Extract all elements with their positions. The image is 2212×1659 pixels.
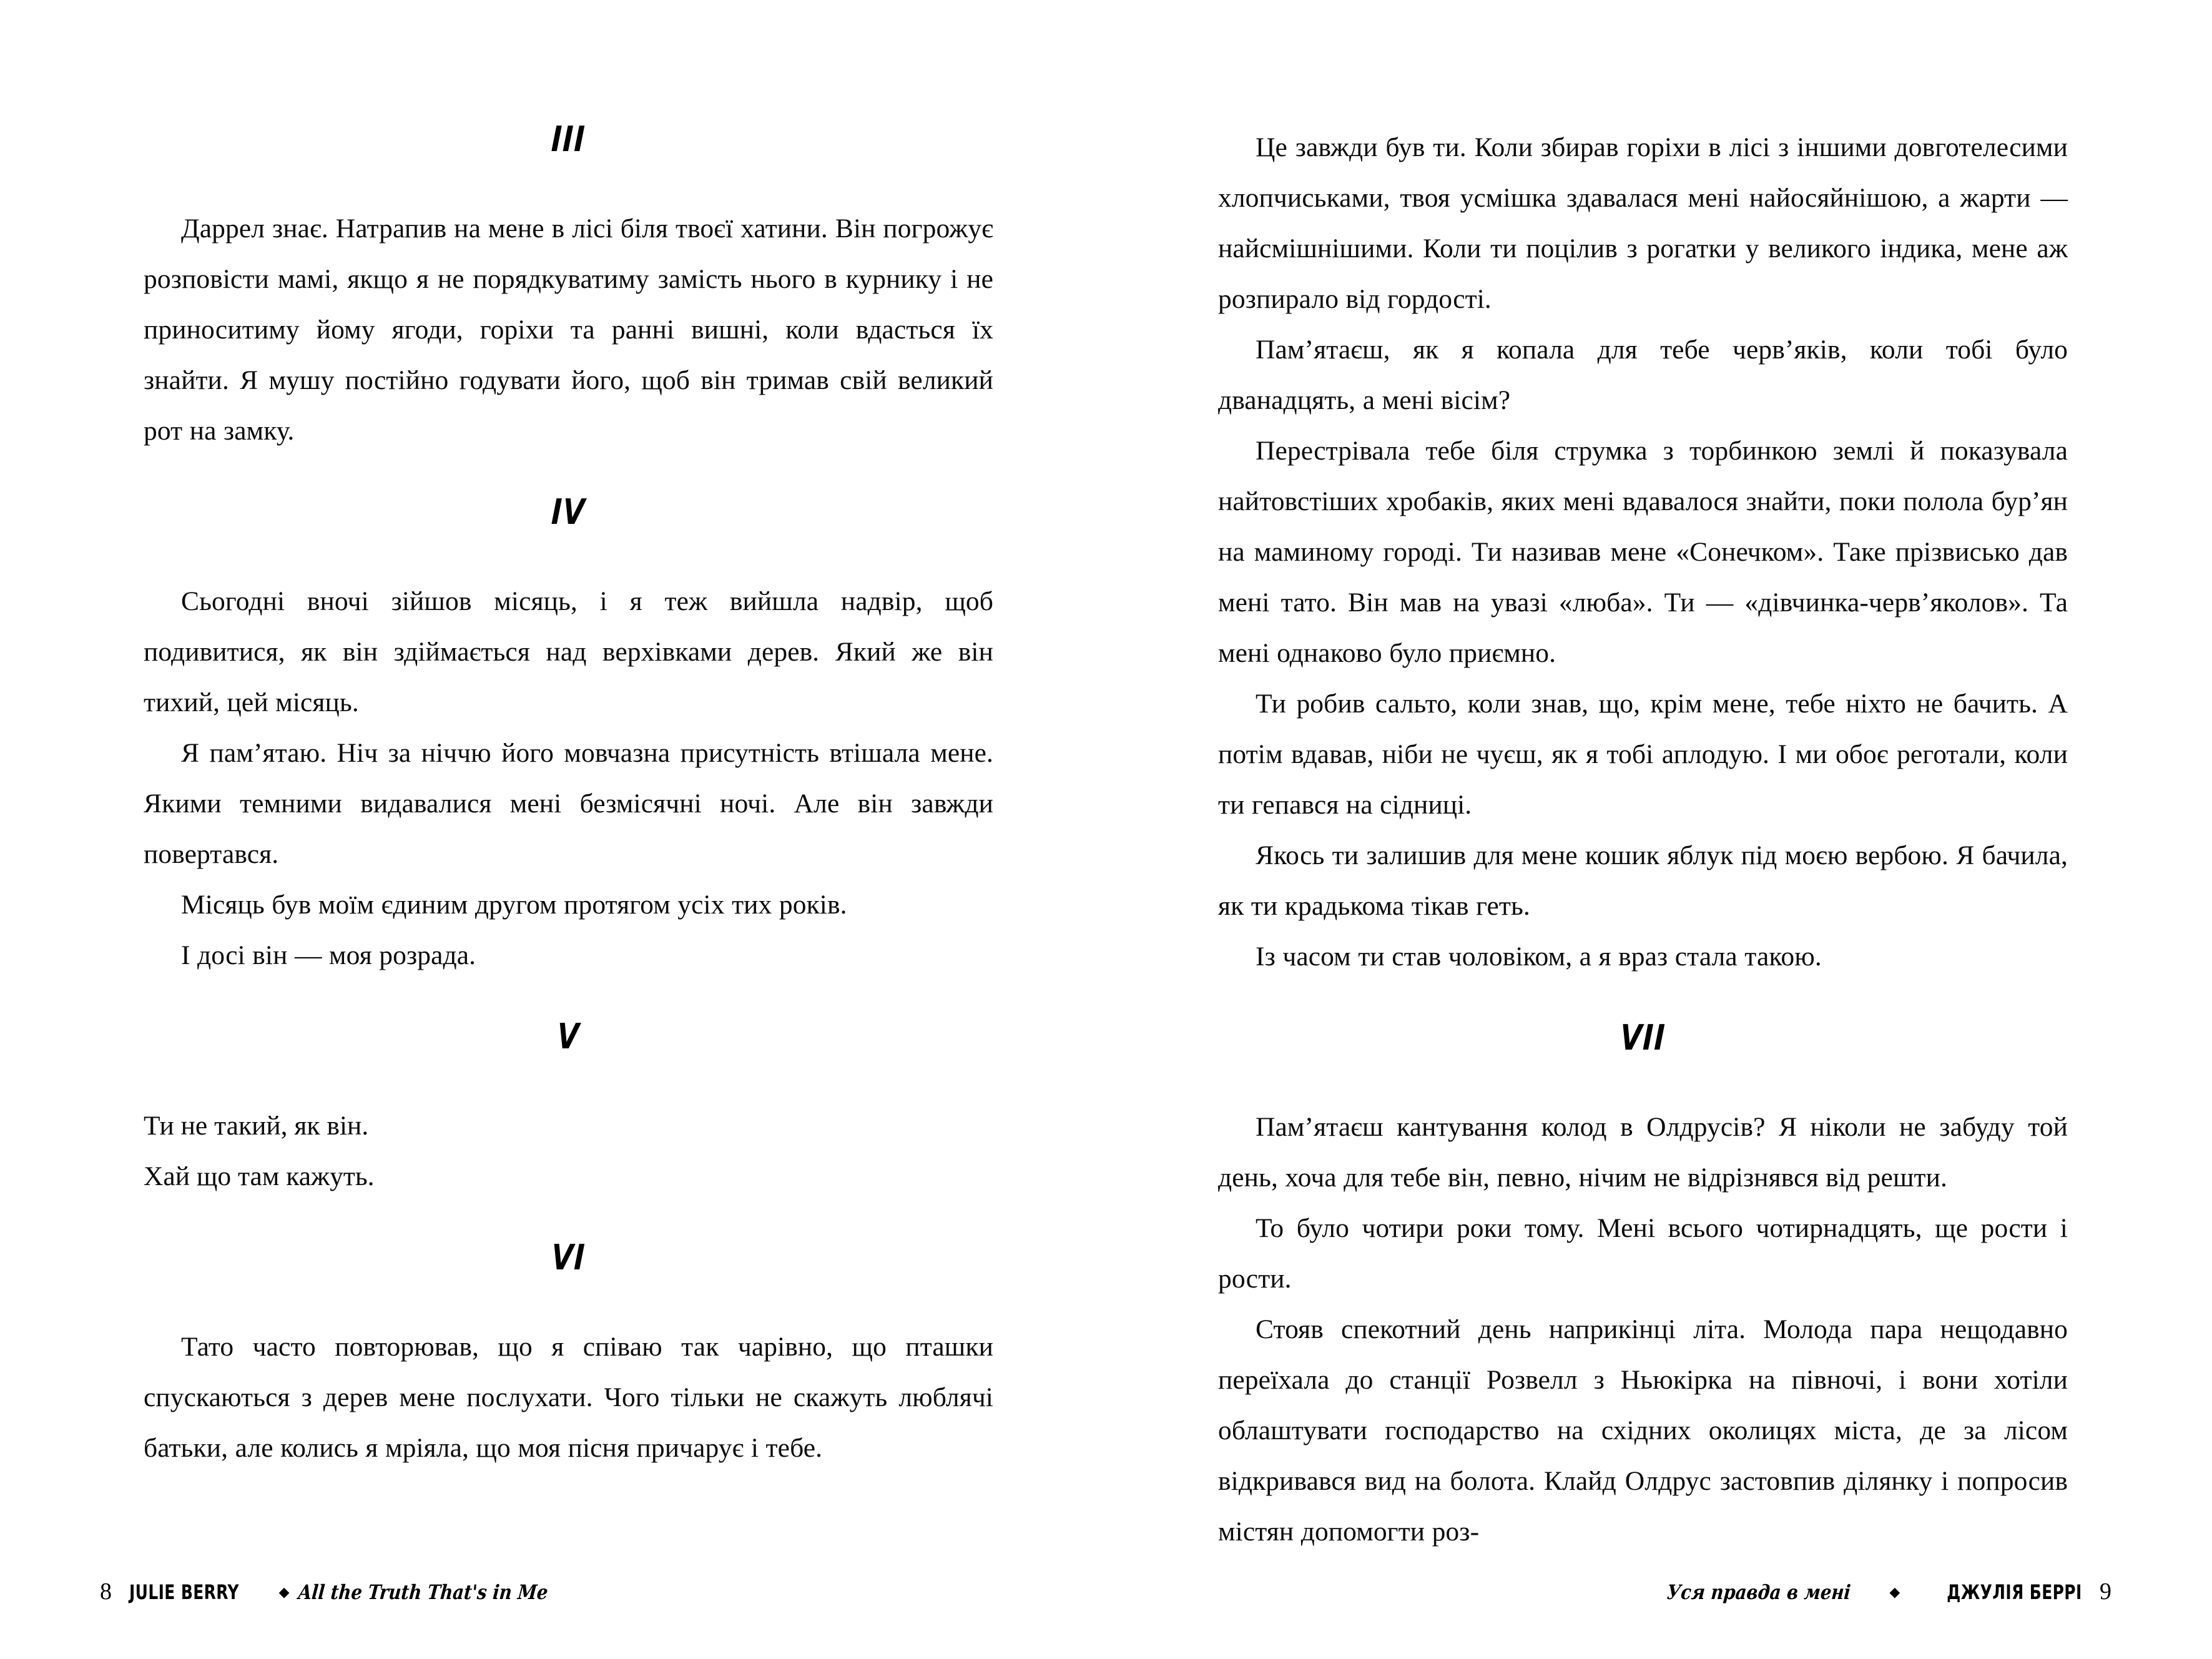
paragraph: Стояв спекотний день наприкінці літа. Молода пара нещодавно переїхала до станції Розвелл з Ньюкірка на півночі, і вони хотіли облаштувати господарство на східних околицях міста, де за лісом відкривався вид на болота. Клайд Олдрус застовпив ділянку і попросив містян допомогти роз- [1218, 1314, 2068, 1547]
verse-line: Хай що там кажуть. [144, 1161, 375, 1191]
left-text-column [144, 0, 993, 1463]
right-text-column [1218, 0, 2068, 1547]
paragraph: Пам’ятаєш кантування колод в Олдрусів? Я ніколи не забуду той день, хоча для тебе він, певно, нічим не відрізнявся від решти. [1218, 1112, 2068, 1193]
right-page-footer [1106, 1578, 2211, 1605]
running-head-title-cyrillic: Уся правда в мені [1666, 1580, 1852, 1604]
paragraph: Місяць був моїм єдиним другом протягом усіх тих років. [181, 890, 847, 920]
section-mark-vii: VII [1619, 1018, 1667, 1058]
paragraph: Якось ти залишив для мене кошик яблук під моєю вербою. Я бачила, як ти крадькома тікав геть. [1218, 840, 2068, 921]
right-page [1106, 0, 2211, 1659]
paragraph: Тато часто повторював, що я співаю так чарівно, що пташки спускаються з дерев мене послухати. Чого тільки не скажуть люблячі батьки, але колись я мріяла, що моя пісня причарує і тебе. [144, 1332, 993, 1463]
folio-number: 9 [2100, 1578, 2111, 1605]
running-head-author-cyrillic: ДЖУЛІЯ БЕРРІ [1947, 1580, 2082, 1604]
running-head-author: JULIE BERRY [129, 1580, 239, 1604]
paragraph: Я пам’ятаю. Ніч за ніччю його мовчазна присутність втішала мене. Якими темними видавалися мені безмісячні ночі. Але він завжди повертався. [144, 738, 993, 869]
paragraph: Це завжди був ти. Коли збирав горіхи в лісі з іншими довготелесими хлопчиськами, твоя усмішка здавалася мені найосяйнішою, а жарти — найсмішнішими. Коли ти поцілив з рогатки у великого індика, мене аж розпирало від гордості. [1218, 132, 2068, 314]
section-mark-iv: IV [550, 492, 587, 533]
section-mark-iii: III [550, 119, 587, 160]
paragraph: Пам’ятаєш, як я копала для тебе черв’яків, коли тобі було дванадцять, а мені вісім? [1218, 335, 2068, 415]
section-mark-vi: VI [550, 1238, 587, 1278]
running-head-title: All the Truth That's in Me [297, 1580, 549, 1604]
footer-separator: ◆ [1889, 1584, 1900, 1600]
verse-line: Ти не такий, як він. [144, 1111, 369, 1141]
paragraph: Із часом ти став чоловіком, а я враз стала такою. [1256, 942, 1822, 972]
left-page-footer [0, 1578, 1106, 1605]
paragraph: То було чотири роки тому. Мені всього чотирнадцять, ще рости і рости. [1218, 1213, 2068, 1294]
paragraph: Перестрівала тебе біля струмка з торбинкою землі й показувала найтовстіших хробаків, яких мені вдавалося знайти, поки полола бур’ян на маминому городі. Ти називав мене «Сонечком». Таке прізвисько дав мені тато. Він мав на увазі «люба». Ти — «дівчинка-черв’яколов». Та мені однаково було приємно. [1218, 436, 2068, 668]
folio-number: 8 [100, 1578, 112, 1605]
paragraph: Ти робив сальто, коли знав, що, крім мене, тебе ніхто не бачить. А потім вдавав, ніби не чуєш, як я тобі аплодую. І ми обоє реготали, коли ти гепався на сідниці. [1218, 689, 2068, 820]
paragraph: І досі він — моя розрада. [181, 940, 476, 970]
footer-separator: ◆ [278, 1584, 290, 1600]
paragraph: Даррел знає. Натрапив на мене в лісі біля твоєї хатини. Він погрожує розповісти мамі, якщо я не порядкуватиму замість нього в курнику і не приноситиму йому ягоди, горіхи та ранні вишні, коли вдасться їх знайти. Я мушу постійно годувати його, щоб він тримав свій великий рот на замку. [144, 214, 993, 446]
section-mark-v: V [556, 1017, 581, 1057]
paragraph: Сьогодні вночі зійшов місяць, і я теж вийшла надвір, щоб подивитися, як він здіймається над верхівками дерев. Який же він тихий, цей місяць. [144, 586, 993, 717]
